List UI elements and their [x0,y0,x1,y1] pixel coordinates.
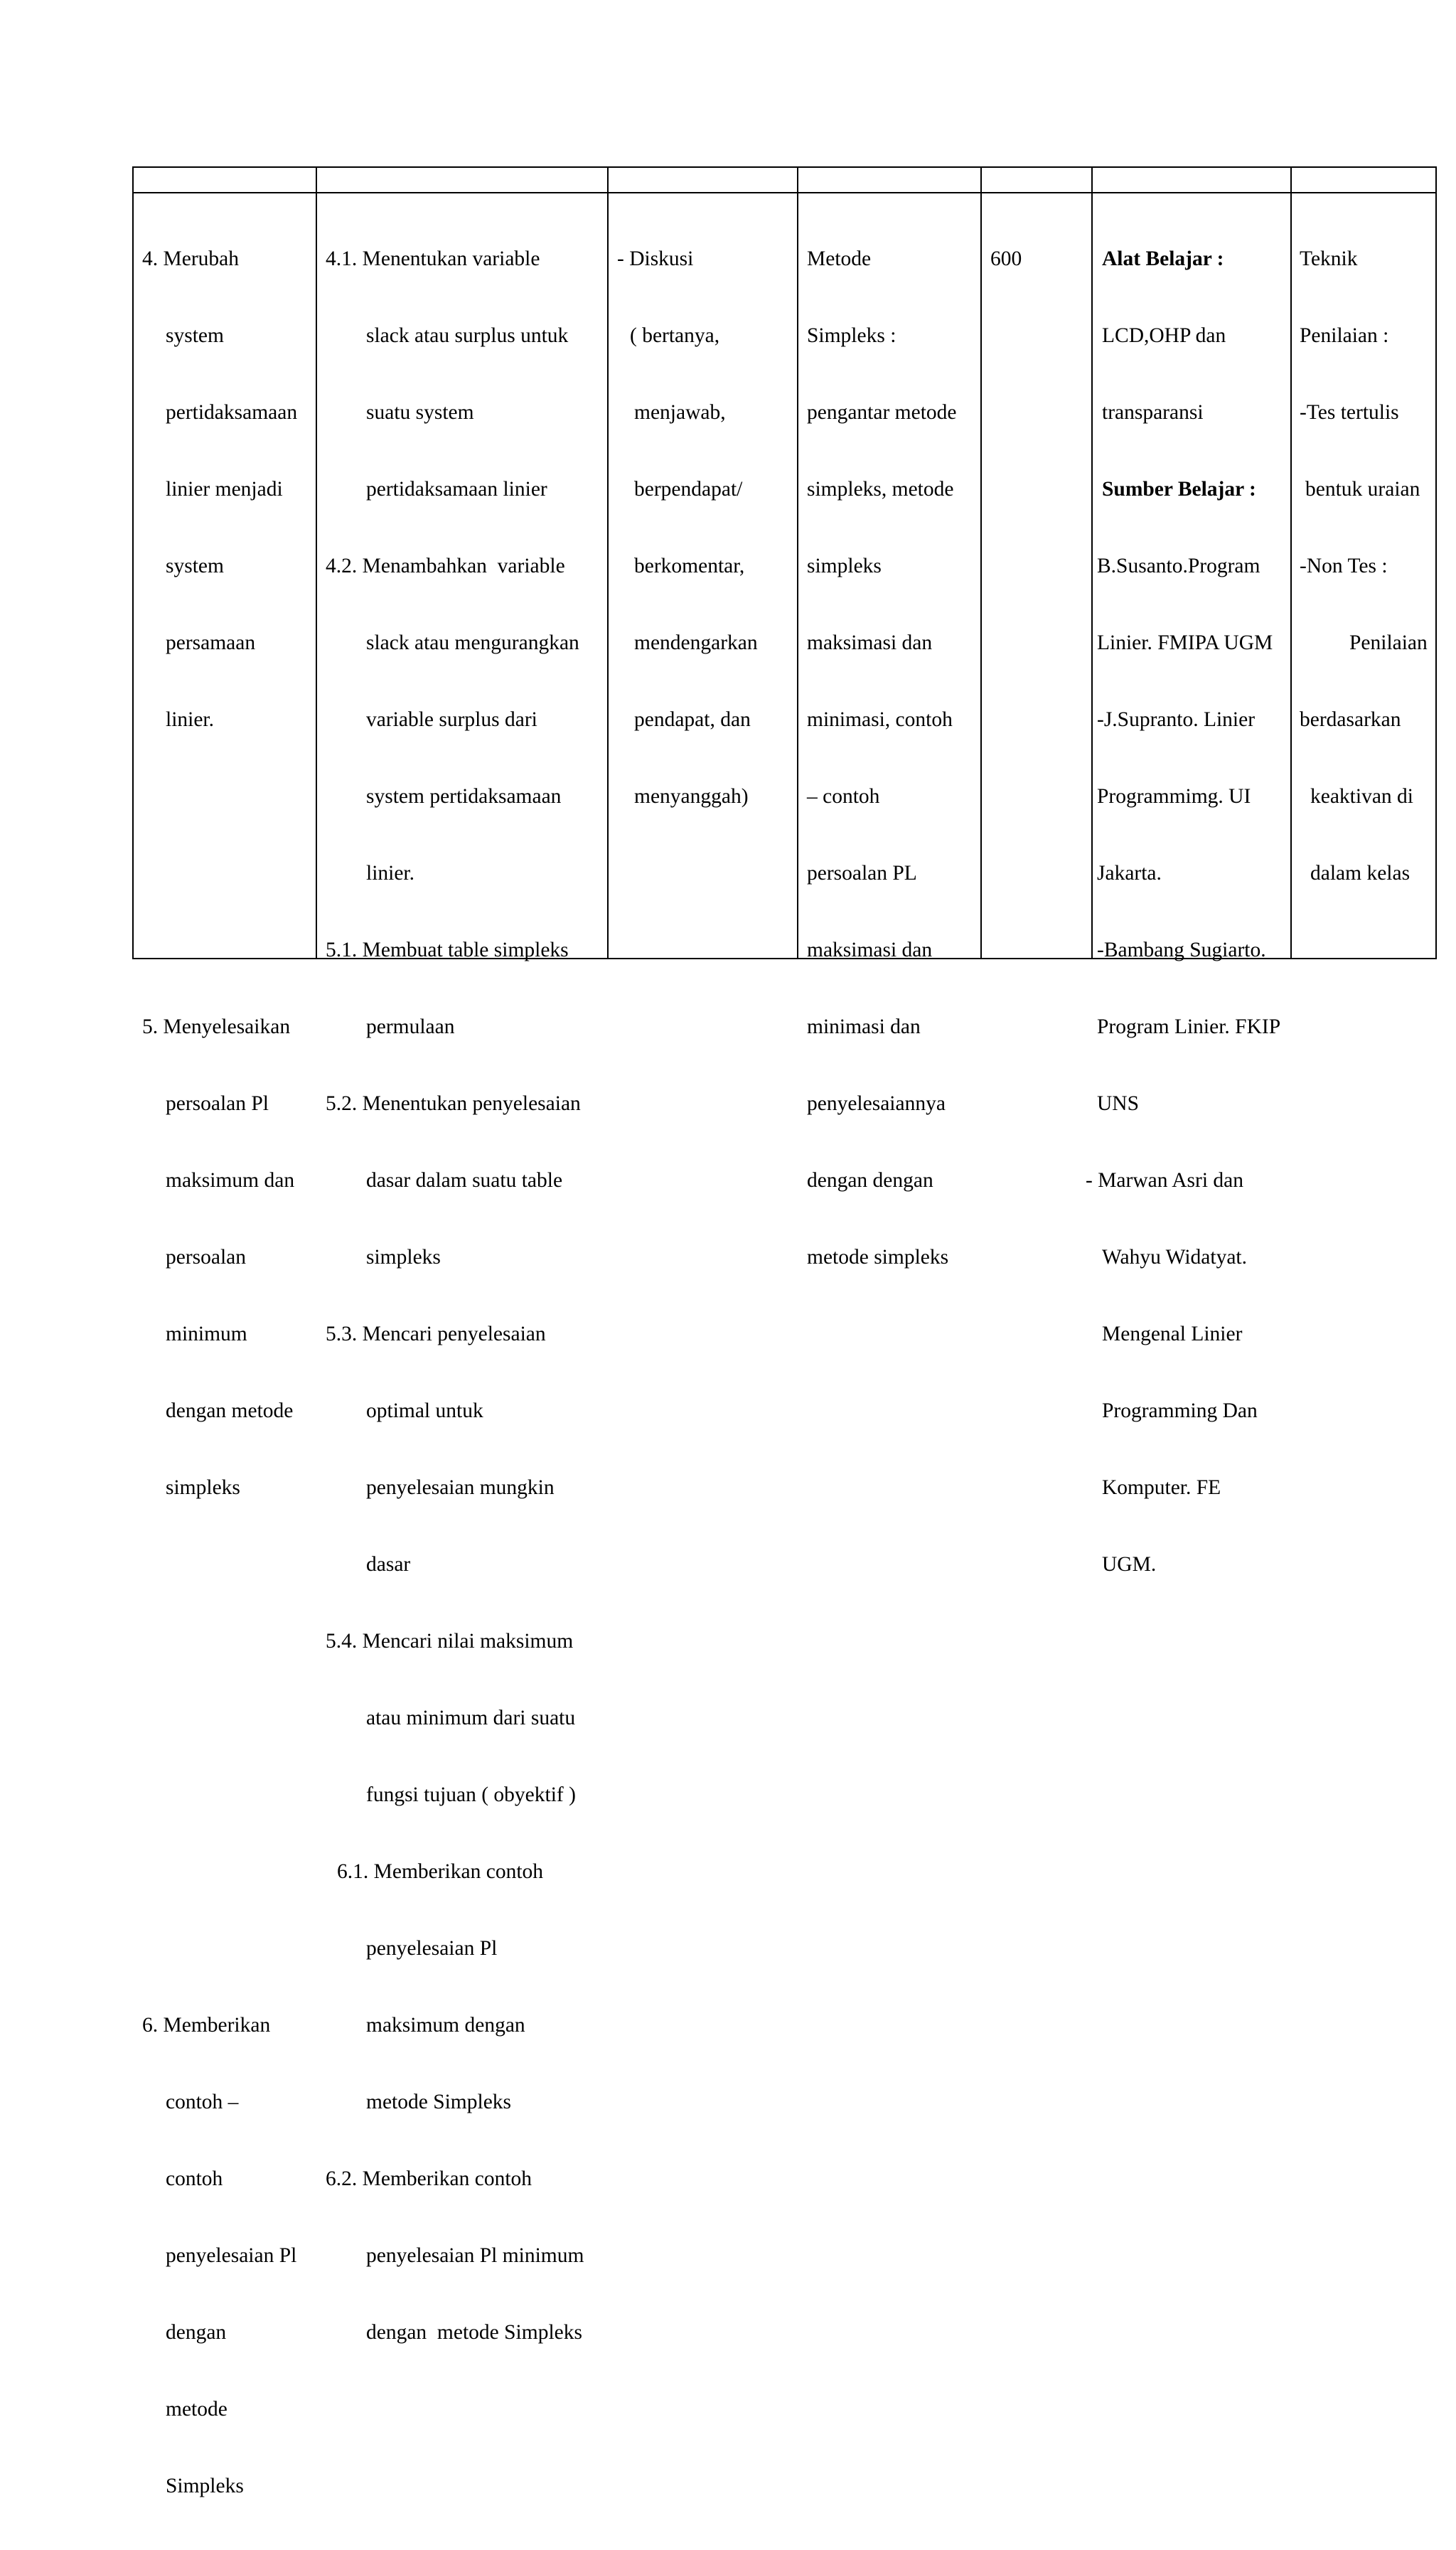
indicator-line: 5.2. Menentukan penyelesaian [326,1092,581,1115]
material-line: Simpleks : [807,324,896,347]
indicator-line: 5.1. Membuat table simpleks [326,939,569,961]
competency-line: linier. [166,708,215,731]
column-divider-2 [607,168,609,958]
indicator-line: maksimum dengan [366,2014,525,2037]
competency-line: pertidaksamaan [166,401,298,424]
resources-line: LCD,OHP dan [1102,324,1226,347]
assessment-line: dalam kelas [1310,862,1410,885]
indicator-line: variable surplus dari [366,708,537,731]
competency-line: metode [166,2398,228,2421]
material-line: simpleks [807,555,882,577]
column-divider-5 [1091,168,1093,958]
indicator-line: 4.1. Menentukan variable [326,247,540,270]
competency-cell [142,195,297,2550]
resources-line: Komputer. FE [1102,1476,1221,1499]
competency-line: minimum [166,1323,247,1345]
column-divider-1 [316,168,317,958]
competency-line: persoalan [166,1246,247,1269]
competency-line [142,937,297,963]
material-line: – contoh [807,785,880,808]
indicator-line: slack atau surplus untuk [366,324,569,347]
competency-line [142,860,297,886]
time-cell [990,195,1022,323]
resources-line: - Marwan Asri dan [1086,1169,1244,1192]
column-divider-6 [1290,168,1292,958]
indicator-line: system pertidaksamaan [366,785,562,808]
indicator-line: 6.2. Memberikan contoh [326,2167,532,2190]
material-line: maksimasi dan [807,939,933,961]
resources-line: -J.Supranto. Linier [1097,708,1256,731]
assessment-line: berdasarkan [1300,708,1401,731]
activity-cell [617,195,758,860]
material-line: minimasi, contoh [807,708,953,731]
assessment-line: Teknik [1300,247,1358,270]
resources-line: Linier. FMIPA UGM [1097,631,1273,654]
indicator-line: simpleks [366,1246,441,1269]
competency-line: Simpleks [166,2475,244,2497]
assessment-line: bentuk uraian [1305,478,1420,501]
indicator-line: 5.4. Mencari nilai maksimum [326,1630,574,1653]
competency-line [142,1628,297,1654]
competency-line: system [166,555,224,577]
assessment-line: Penilaian [1349,631,1428,654]
competency-line: contoh [166,2167,223,2190]
indicator-line: 6.1. Memberikan contoh [337,1860,544,1883]
activity-line: - Diskusi [617,247,694,270]
lesson-plan-table [132,166,1437,2497]
indicator-line: metode Simpleks [366,2091,512,2113]
resources-line: Jakarta. [1097,862,1162,885]
material-line: pengantar metode [807,401,957,424]
competency-line [142,1782,297,1808]
activity-line: berpendapat/ [634,478,743,501]
resources-cell [1086,195,1281,1628]
activity-line: mendengarkan [634,631,758,654]
competency-line: simpleks [166,1476,240,1499]
column-divider-3 [797,168,798,958]
time-value: 600 [990,247,1022,270]
resources-line: Program Linier. FKIP [1097,1015,1281,1038]
competency-line: maksimum dan [166,1169,295,1192]
tools-heading: Alat Belajar : [1102,247,1224,270]
competency-line: persoalan Pl [166,1092,269,1115]
indicator-line: penyelesaian Pl minimum [366,2244,584,2267]
indicator-line: penyelesaian Pl [366,1937,498,1960]
activity-line: berkomentar, [634,555,745,577]
competency-line: system [166,324,224,347]
assessment-line: keaktivan di [1310,785,1413,808]
header-row-divider [134,192,1435,193]
competency-line [142,1936,297,1961]
activity-line: ( bertanya, [630,324,720,347]
material-line: minimasi dan [807,1015,921,1038]
material-line: persoalan PL [807,862,917,885]
resources-line: B.Susanto.Program [1097,555,1260,577]
activity-line: pendapat, dan [634,708,751,731]
assessment-line: -Non Tes : [1300,555,1388,577]
resources-line: transparansi [1102,401,1204,424]
material-line: simpleks, metode [807,478,954,501]
material-line: dengan dengan [807,1169,933,1192]
competency-line [142,1552,297,1577]
resources-line: -Bambang Sugiarto. [1097,939,1266,961]
indicator-line: suatu system [366,401,474,424]
indicator-line: dasar dalam suatu table [366,1169,563,1192]
resources-line: Wahyu Widatyat. [1102,1246,1247,1269]
sources-heading: Sumber Belajar : [1102,478,1256,501]
resources-line: UNS [1097,1092,1140,1115]
material-line: penyelesaiannya [807,1092,946,1115]
material-line: metode simpleks [807,1246,949,1269]
assessment-line: -Tes tertulis [1300,401,1399,424]
indicator-line: fungsi tujuan ( obyektif ) [366,1783,576,1806]
material-line: Metode [807,247,872,270]
competency-line: dengan metode [166,1399,294,1422]
assessment-cell [1300,195,1428,937]
indicator-line: optimal untuk [366,1399,483,1422]
competency-line: contoh – [166,2091,239,2113]
indicator-line: atau minimum dari suatu [366,1707,576,1729]
material-line: maksimasi dan [807,631,933,654]
activity-line: menjawab, [634,401,726,424]
competency-line [142,784,297,809]
indicator-line: dasar [366,1553,411,1576]
indicator-line: linier. [366,862,415,885]
indicator-line: penyelesaian mungkin [366,1476,555,1499]
material-cell [807,195,957,1321]
indicator-line: dengan metode Simpleks [366,2321,582,2344]
competency-line: dengan [166,2321,227,2344]
competency-line: penyelesaian Pl [166,2244,297,2267]
resources-line: Programmimg. UI [1097,785,1251,808]
indicator-line: 5.3. Mencari penyelesaian [326,1323,546,1345]
indicator-line: 4.2. Menambahkan variable [326,555,565,577]
indicator-cell [326,195,584,2396]
assessment-line: Penilaian : [1300,324,1389,347]
competency-line [142,1859,297,1884]
competency-line: linier menjadi [166,478,283,501]
competency-line: persamaan [166,631,256,654]
resources-line: UGM. [1102,1553,1157,1576]
indicator-line: permulaan [366,1015,455,1038]
competency-line: 5. Menyelesaikan [142,1015,291,1038]
indicator-line: slack atau mengurangkan [366,631,579,654]
competency-line [142,1705,297,1731]
column-divider-4 [980,168,982,958]
resources-line: Mengenal Linier [1102,1323,1243,1345]
competency-line: 4. Merubah [142,247,239,270]
competency-line: 6. Memberikan [142,2014,271,2037]
resources-line: Programming Dan [1102,1399,1258,1422]
indicator-line: pertidaksamaan linier [366,478,547,501]
activity-line: menyanggah) [634,785,749,808]
